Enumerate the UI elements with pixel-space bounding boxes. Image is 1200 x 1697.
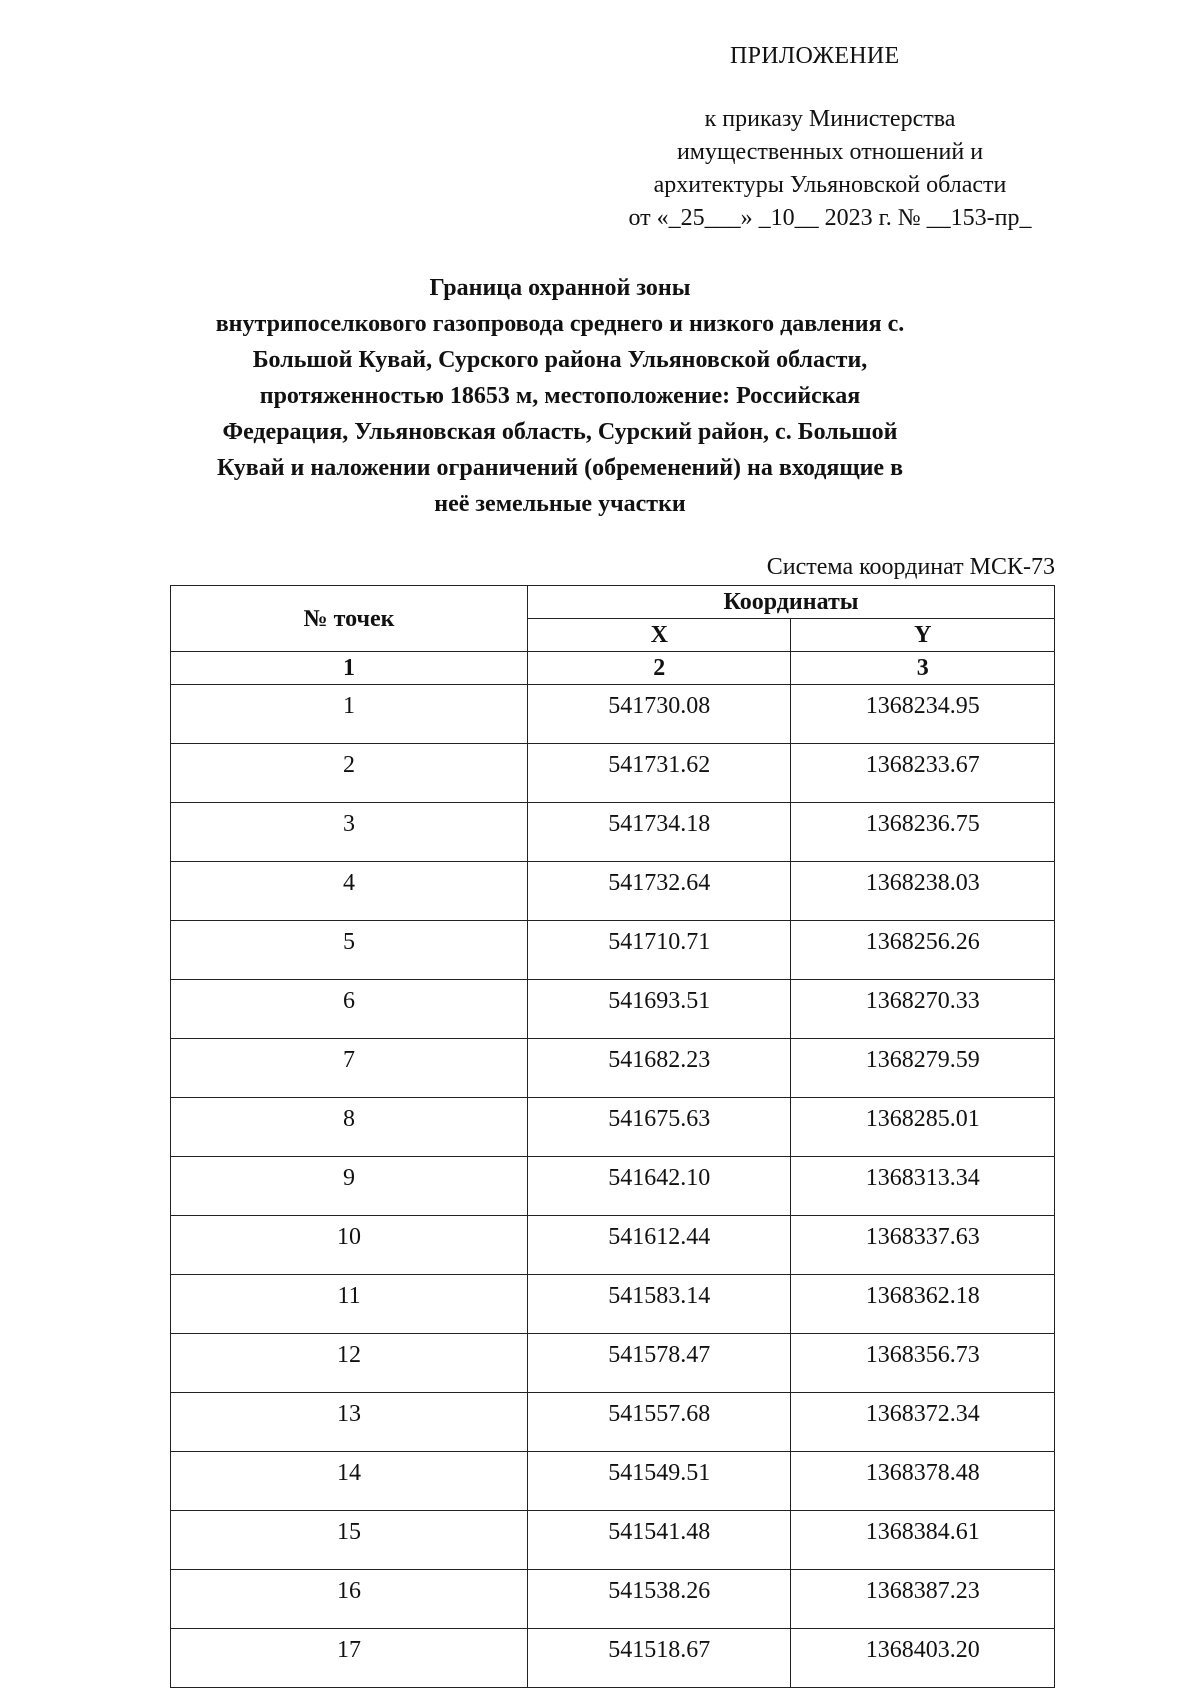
document-title [150,270,970,522]
table-row [171,1216,1055,1275]
y-coordinate-cell: 1368372.34 [791,1393,1055,1452]
title-line: Большой Кувай, Сурского района Ульяновской области, [252,347,868,373]
table-row [171,803,1055,862]
coordinates-header: Координаты [528,586,1055,619]
title-line: Кувай и наложении ограничений (обременений) на входящие в [216,455,904,481]
point-number-cell: 15 [171,1511,528,1570]
point-number-cell: 14 [171,1452,528,1511]
table-row [171,744,1055,803]
column-number: 2 [528,652,791,685]
title-line: Федерация, Ульяновская область, Сурский район, с. Большой [222,419,898,445]
appendix-block [600,40,1060,235]
title-line: протяженностью 18653 м, местоположение: Российская [259,383,861,409]
x-column-header: X [528,619,791,652]
x-coordinate-cell: 541730.08 [528,685,791,744]
column-number: 3 [791,652,1055,685]
coordinate-system-label: Система координат МСК-73 [766,554,1055,580]
appendix-order-date-line: от «_25___» _10__ 2023 г. № __153-пр_ [628,205,1032,231]
y-coordinate-cell: 1368387.23 [791,1570,1055,1629]
y-coordinate-cell: 1368279.59 [791,1039,1055,1098]
title-line: неё земельные участки [434,491,686,517]
table-row [171,685,1055,744]
x-coordinate-cell: 541682.23 [528,1039,791,1098]
x-coordinate-cell: 541612.44 [528,1216,791,1275]
point-number-cell: 4 [171,862,528,921]
table-row [171,1275,1055,1334]
x-coordinate-cell: 541734.18 [528,803,791,862]
appendix-title: ПРИЛОЖЕНИЕ [730,43,900,69]
y-coordinate-cell: 1368238.03 [791,862,1055,921]
table-row [171,1629,1055,1688]
table-row [171,921,1055,980]
y-coordinate-cell: 1368270.33 [791,980,1055,1039]
table-row [171,1570,1055,1629]
point-number-cell: 8 [171,1098,528,1157]
table-row [171,1334,1055,1393]
point-number-cell: 16 [171,1570,528,1629]
point-number-cell: 11 [171,1275,528,1334]
x-coordinate-cell: 541538.26 [528,1570,791,1629]
coordinates-table-body [171,685,1055,1688]
x-coordinate-cell: 541541.48 [528,1511,791,1570]
y-coordinate-cell: 1368384.61 [791,1511,1055,1570]
x-coordinate-cell: 541732.64 [528,862,791,921]
point-number-cell: 10 [171,1216,528,1275]
point-number-cell: 9 [171,1157,528,1216]
x-coordinate-cell: 541518.67 [528,1629,791,1688]
y-coordinate-cell: 1368337.63 [791,1216,1055,1275]
point-number-cell: 5 [171,921,528,980]
y-coordinate-cell: 1368403.20 [791,1629,1055,1688]
appendix-line: имущественных отношений и [676,139,984,165]
x-coordinate-cell: 541557.68 [528,1393,791,1452]
table-row [171,1452,1055,1511]
table-row [171,1098,1055,1157]
points-column-header: № точек [171,586,528,652]
table-row [171,980,1055,1039]
y-coordinate-cell: 1368313.34 [791,1157,1055,1216]
y-coordinate-cell: 1368362.18 [791,1275,1055,1334]
y-coordinate-cell: 1368233.67 [791,744,1055,803]
x-coordinate-cell: 541583.14 [528,1275,791,1334]
appendix-line: к приказу Министерства [704,106,956,132]
title-line: внутрипоселкового газопровода среднего и низкого давления с. [215,311,905,337]
appendix-line: архитектуры Ульяновской области [653,172,1007,198]
point-number-cell: 12 [171,1334,528,1393]
x-coordinate-cell: 541675.63 [528,1098,791,1157]
table-row [171,862,1055,921]
point-number-cell: 3 [171,803,528,862]
table-row [171,1393,1055,1452]
y-coordinate-cell: 1368378.48 [791,1452,1055,1511]
point-number-cell: 13 [171,1393,528,1452]
x-coordinate-cell: 541578.47 [528,1334,791,1393]
x-coordinate-cell: 541710.71 [528,921,791,980]
point-number-cell: 1 [171,685,528,744]
y-coordinate-cell: 1368256.26 [791,921,1055,980]
point-number-cell: 17 [171,1629,528,1688]
table-row [171,1039,1055,1098]
column-number-row [171,652,1055,685]
y-coordinate-cell: 1368356.73 [791,1334,1055,1393]
y-coordinate-cell: 1368236.75 [791,803,1055,862]
coordinates-table [170,585,1055,1688]
x-coordinate-cell: 541731.62 [528,744,791,803]
x-coordinate-cell: 541693.51 [528,980,791,1039]
y-coordinate-cell: 1368234.95 [791,685,1055,744]
x-coordinate-cell: 541549.51 [528,1452,791,1511]
y-coordinate-cell: 1368285.01 [791,1098,1055,1157]
point-number-cell: 6 [171,980,528,1039]
table-row [171,1511,1055,1570]
point-number-cell: 7 [171,1039,528,1098]
x-coordinate-cell: 541642.10 [528,1157,791,1216]
table-header-row [171,586,1055,619]
table-row [171,1157,1055,1216]
point-number-cell: 2 [171,744,528,803]
column-number: 1 [171,652,528,685]
title-line: Граница охранной зоны [429,275,691,301]
y-column-header: Y [791,619,1055,652]
